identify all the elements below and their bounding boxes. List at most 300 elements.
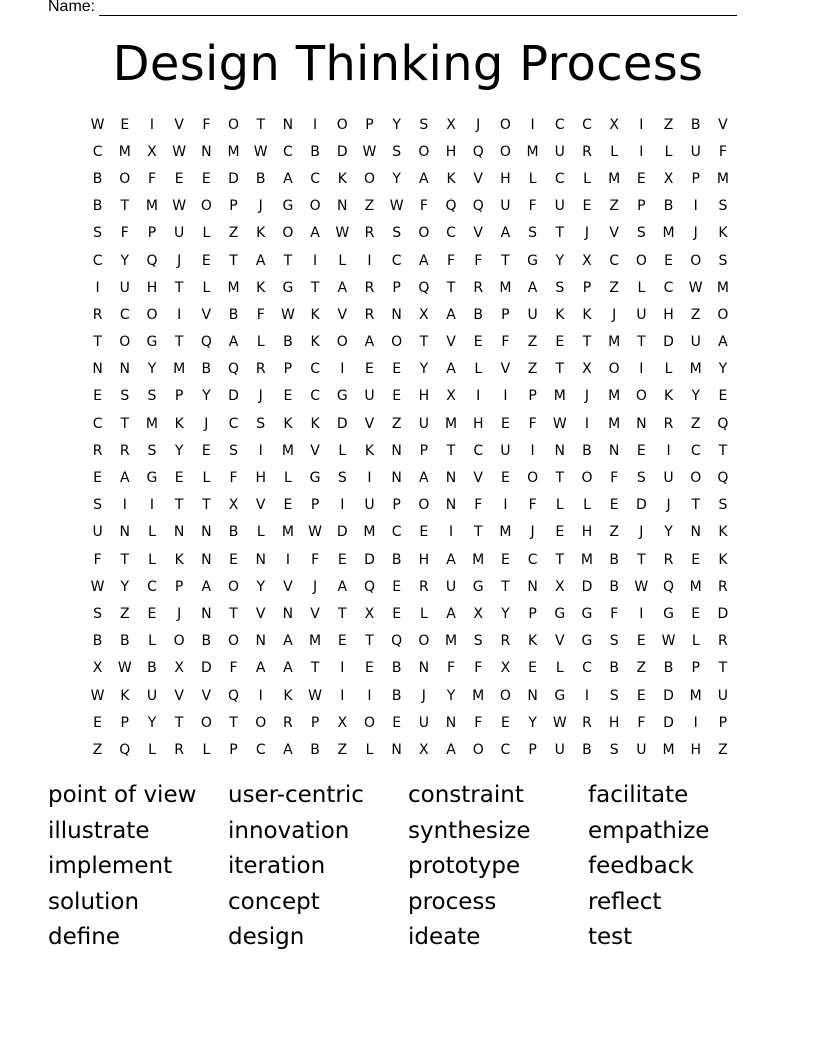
grid-letter[interactable]: S <box>718 497 728 514</box>
grid-letter[interactable]: I <box>530 116 535 133</box>
grid-letter[interactable]: E <box>201 442 211 459</box>
grid-letter[interactable]: E <box>392 605 402 622</box>
grid-letter[interactable]: O <box>418 225 430 242</box>
grid-letter[interactable]: E <box>419 524 429 541</box>
grid-letter[interactable]: Q <box>228 687 240 704</box>
grid-letter[interactable]: I <box>367 687 372 704</box>
grid-letter[interactable]: D <box>228 388 239 405</box>
grid-letter[interactable]: N <box>201 143 212 160</box>
grid-letter[interactable]: T <box>256 116 265 133</box>
grid-letter[interactable]: F <box>474 660 483 677</box>
grid-letter[interactable]: L <box>202 741 211 758</box>
grid-letter[interactable]: B <box>201 633 212 650</box>
grid-letter[interactable]: I <box>313 252 318 269</box>
grid-letter[interactable]: L <box>338 442 347 459</box>
grid-letter[interactable]: U <box>92 524 103 541</box>
grid-letter[interactable]: P <box>637 198 646 215</box>
grid-letter[interactable]: M <box>689 578 702 595</box>
grid-letter[interactable]: W <box>280 306 295 323</box>
grid-letter[interactable]: P <box>365 116 374 133</box>
grid-letter[interactable]: C <box>582 660 592 677</box>
grid-letter[interactable]: T <box>501 252 510 269</box>
grid-letter[interactable]: N <box>445 714 457 731</box>
grid-letter[interactable]: M <box>716 170 729 187</box>
grid-letter[interactable]: A <box>255 660 266 677</box>
grid-letter[interactable]: U <box>500 198 511 215</box>
grid-letter[interactable]: Q <box>119 741 131 758</box>
grid-letter[interactable]: Z <box>636 660 647 677</box>
grid-letter[interactable]: B <box>228 524 239 541</box>
grid-letter[interactable]: X <box>609 116 619 133</box>
grid-letter[interactable]: D <box>581 578 593 595</box>
grid-letter[interactable]: K <box>555 306 565 323</box>
grid-letter[interactable]: V <box>283 578 293 595</box>
grid-letter[interactable]: V <box>446 334 456 351</box>
grid-letter[interactable]: E <box>636 170 646 187</box>
grid-letter[interactable]: I <box>258 442 263 459</box>
grid-letter[interactable]: B <box>663 660 674 677</box>
grid-letter[interactable]: S <box>392 225 402 242</box>
grid-letter[interactable]: P <box>283 361 293 378</box>
grid-letter[interactable]: O <box>228 633 240 650</box>
grid-letter[interactable]: T <box>338 605 347 622</box>
grid-letter[interactable]: S <box>419 116 429 133</box>
grid-letter[interactable]: I <box>476 388 481 405</box>
grid-letter[interactable]: T <box>174 497 184 514</box>
grid-letter[interactable]: K <box>337 170 347 187</box>
grid-letter[interactable]: S <box>93 225 103 242</box>
grid-letter[interactable]: L <box>256 524 265 541</box>
grid-letter[interactable]: B <box>147 660 157 677</box>
grid-letter[interactable]: S <box>636 225 646 242</box>
grid-letter[interactable]: B <box>609 578 619 595</box>
grid-letter[interactable]: F <box>120 225 129 242</box>
grid-letter[interactable]: Y <box>120 252 130 269</box>
grid-letter[interactable]: V <box>718 116 728 133</box>
grid-letter[interactable]: M <box>227 279 240 296</box>
grid-letter[interactable]: K <box>718 524 728 541</box>
grid-letter[interactable]: F <box>528 415 537 432</box>
grid-letter[interactable]: M <box>608 334 621 351</box>
grid-letter[interactable]: F <box>528 497 537 514</box>
grid-letter[interactable]: T <box>446 442 456 459</box>
grid-letter[interactable]: E <box>365 660 374 677</box>
grid-letter[interactable]: X <box>473 605 484 622</box>
grid-letter[interactable]: E <box>500 470 510 487</box>
grid-letter[interactable]: W <box>389 198 404 215</box>
grid-letter[interactable]: P <box>691 170 700 187</box>
grid-letter[interactable]: U <box>690 143 701 160</box>
grid-letter[interactable]: Y <box>147 361 157 378</box>
grid-letter[interactable]: U <box>146 687 158 704</box>
grid-letter[interactable]: W <box>335 225 350 242</box>
grid-letter[interactable]: W <box>552 415 567 432</box>
grid-letter[interactable]: E <box>691 551 701 568</box>
grid-letter[interactable]: A <box>119 470 130 487</box>
grid-letter[interactable]: H <box>608 714 620 731</box>
grid-letter[interactable]: M <box>580 551 594 568</box>
grid-letter[interactable]: R <box>92 306 103 323</box>
grid-letter[interactable]: H <box>500 170 511 187</box>
grid-letter[interactable]: N <box>554 442 566 459</box>
grid-letter[interactable]: X <box>446 116 456 133</box>
grid-letter[interactable]: R <box>663 551 674 568</box>
grid-letter[interactable]: A <box>446 361 456 378</box>
grid-letter[interactable]: B <box>582 442 592 459</box>
grid-letter[interactable]: I <box>340 687 345 704</box>
grid-letter[interactable]: W <box>90 687 105 704</box>
grid-letter[interactable]: T <box>555 361 565 378</box>
grid-letter[interactable]: U <box>418 415 429 432</box>
grid-letter[interactable]: D <box>717 605 729 622</box>
grid-letter[interactable]: F <box>528 198 537 215</box>
grid-letter[interactable]: J <box>313 578 318 595</box>
grid-letter[interactable]: I <box>639 143 644 160</box>
grid-letter[interactable]: V <box>554 633 565 650</box>
grid-letter[interactable]: W <box>90 578 105 595</box>
grid-letter[interactable]: L <box>474 361 483 378</box>
grid-letter[interactable]: O <box>717 306 729 323</box>
grid-letter[interactable]: B <box>473 306 484 323</box>
grid-letter[interactable]: T <box>582 334 592 351</box>
grid-letter[interactable]: N <box>527 578 538 595</box>
grid-letter[interactable]: U <box>636 306 647 323</box>
grid-letter[interactable]: O <box>418 497 430 514</box>
grid-letter[interactable]: E <box>120 116 130 133</box>
grid-letter[interactable]: L <box>528 170 537 187</box>
grid-letter[interactable]: A <box>419 470 429 487</box>
grid-letter[interactable]: V <box>473 470 483 487</box>
grid-letter[interactable]: E <box>365 361 374 378</box>
grid-letter[interactable]: C <box>92 415 103 432</box>
grid-letter[interactable]: N <box>445 470 457 487</box>
grid-letter[interactable]: Q <box>200 334 212 351</box>
grid-letter[interactable]: B <box>310 143 320 160</box>
grid-letter[interactable]: J <box>258 198 263 215</box>
grid-letter[interactable]: F <box>229 470 238 487</box>
grid-letter[interactable]: Y <box>120 578 130 595</box>
grid-letter[interactable]: T <box>229 714 238 731</box>
grid-letter[interactable]: E <box>201 170 211 187</box>
grid-letter[interactable]: X <box>663 170 674 187</box>
grid-letter[interactable]: T <box>691 497 700 514</box>
grid-letter[interactable]: T <box>283 252 293 269</box>
grid-letter[interactable]: L <box>610 143 619 160</box>
grid-letter[interactable]: R <box>663 415 674 432</box>
grid-letter[interactable]: K <box>283 415 293 432</box>
grid-letter[interactable]: B <box>391 687 402 704</box>
grid-letter[interactable]: A <box>527 279 538 296</box>
grid-letter[interactable]: P <box>528 741 537 758</box>
grid-letter[interactable]: S <box>229 442 238 459</box>
grid-letter[interactable]: O <box>608 361 620 378</box>
grid-letter[interactable]: O <box>363 170 375 187</box>
grid-letter[interactable]: P <box>691 660 700 677</box>
grid-letter[interactable]: D <box>663 687 674 704</box>
grid-letter[interactable]: P <box>174 578 184 595</box>
grid-letter[interactable]: G <box>581 633 593 650</box>
grid-letter[interactable]: C <box>473 442 484 459</box>
grid-letter[interactable]: X <box>228 497 239 514</box>
grid-letter[interactable]: N <box>445 497 457 514</box>
grid-letter[interactable]: M <box>444 415 458 432</box>
grid-letter[interactable]: M <box>281 524 294 541</box>
grid-letter[interactable]: I <box>530 442 535 459</box>
grid-letter[interactable]: E <box>555 524 565 541</box>
grid-letter[interactable]: P <box>392 497 401 514</box>
grid-letter[interactable]: G <box>472 578 484 595</box>
grid-letter[interactable]: V <box>364 415 375 432</box>
grid-letter[interactable]: K <box>528 633 538 650</box>
grid-letter[interactable]: L <box>555 497 564 514</box>
grid-letter[interactable]: F <box>447 252 456 269</box>
grid-letter[interactable]: E <box>528 660 538 677</box>
grid-letter[interactable]: L <box>419 605 428 622</box>
grid-letter[interactable]: W <box>661 633 676 650</box>
grid-letter[interactable]: Y <box>501 605 510 622</box>
grid-letter[interactable]: L <box>256 334 265 351</box>
grid-letter[interactable]: B <box>310 741 320 758</box>
grid-letter[interactable]: L <box>664 143 673 160</box>
grid-letter[interactable]: C <box>500 741 511 758</box>
grid-letter[interactable]: E <box>174 470 184 487</box>
grid-letter[interactable]: V <box>255 497 266 514</box>
grid-letter[interactable]: A <box>337 279 348 296</box>
grid-letter[interactable]: K <box>283 687 293 704</box>
grid-letter[interactable]: E <box>283 497 293 514</box>
grid-letter[interactable]: T <box>93 334 102 351</box>
grid-letter[interactable]: T <box>174 714 184 731</box>
grid-letter[interactable]: M <box>472 551 485 568</box>
grid-letter[interactable]: N <box>255 551 266 568</box>
grid-letter[interactable]: K <box>310 334 320 351</box>
grid-letter[interactable]: U <box>364 388 375 405</box>
grid-letter[interactable]: U <box>527 306 538 323</box>
grid-letter[interactable]: G <box>282 279 294 296</box>
grid-letter[interactable]: I <box>122 497 127 514</box>
grid-letter[interactable]: M <box>499 279 512 296</box>
grid-letter[interactable]: R <box>283 714 293 731</box>
grid-letter[interactable]: K <box>582 306 592 323</box>
grid-letter[interactable]: R <box>418 578 429 595</box>
grid-letter[interactable]: C <box>255 741 266 758</box>
grid-letter[interactable]: D <box>336 415 348 432</box>
grid-letter[interactable]: B <box>228 306 239 323</box>
grid-letter[interactable]: B <box>690 116 701 133</box>
grid-letter[interactable]: M <box>444 633 458 650</box>
grid-letter[interactable]: W <box>634 578 649 595</box>
grid-letter[interactable]: C <box>310 361 320 378</box>
grid-letter[interactable]: Z <box>527 361 538 378</box>
grid-letter[interactable]: A <box>201 578 212 595</box>
grid-letter[interactable]: O <box>690 470 702 487</box>
grid-letter[interactable]: V <box>310 442 320 459</box>
grid-letter[interactable]: U <box>636 741 647 758</box>
grid-letter[interactable]: M <box>689 361 702 378</box>
grid-letter[interactable]: I <box>503 388 508 405</box>
grid-letter[interactable]: M <box>553 388 566 405</box>
grid-letter[interactable]: A <box>446 741 456 758</box>
grid-letter[interactable]: D <box>663 334 674 351</box>
grid-letter[interactable]: M <box>608 170 621 187</box>
grid-letter[interactable]: U <box>500 442 511 459</box>
grid-letter[interactable]: M <box>689 687 702 704</box>
grid-letter[interactable]: H <box>581 524 593 541</box>
grid-letter[interactable]: N <box>201 551 212 568</box>
grid-letter[interactable]: R <box>582 714 592 731</box>
grid-letter[interactable]: B <box>609 551 619 568</box>
grid-letter[interactable]: E <box>93 470 103 487</box>
grid-letter[interactable]: J <box>177 605 182 622</box>
grid-letter[interactable]: P <box>528 605 537 622</box>
grid-letter[interactable]: F <box>474 714 483 731</box>
grid-letter[interactable]: Z <box>337 741 348 758</box>
grid-letter[interactable]: P <box>501 306 510 323</box>
grid-letter[interactable]: G <box>527 252 539 269</box>
grid-letter[interactable]: Z <box>690 306 701 323</box>
grid-letter[interactable]: T <box>555 551 565 568</box>
grid-letter[interactable]: H <box>418 551 430 568</box>
grid-letter[interactable]: E <box>283 388 293 405</box>
grid-letter[interactable]: L <box>148 551 156 568</box>
grid-letter[interactable]: O <box>200 198 212 215</box>
grid-letter[interactable]: B <box>92 170 103 187</box>
grid-letter[interactable]: X <box>147 143 157 160</box>
grid-letter[interactable]: O <box>119 170 131 187</box>
grid-letter[interactable]: I <box>340 497 345 514</box>
grid-letter[interactable]: B <box>255 170 266 187</box>
grid-letter[interactable]: N <box>391 306 402 323</box>
grid-letter[interactable]: U <box>418 714 429 731</box>
grid-letter[interactable]: C <box>663 279 674 296</box>
grid-letter[interactable]: T <box>419 334 429 351</box>
grid-letter[interactable]: Z <box>609 198 619 215</box>
grid-letter[interactable]: S <box>555 279 565 296</box>
grid-letter[interactable]: R <box>364 306 375 323</box>
grid-letter[interactable]: B <box>283 334 293 351</box>
grid-letter[interactable]: E <box>392 714 402 731</box>
grid-letter[interactable]: N <box>527 687 538 704</box>
grid-letter[interactable]: E <box>473 334 483 351</box>
grid-letter[interactable]: U <box>554 741 565 758</box>
grid-letter[interactable]: I <box>367 470 372 487</box>
grid-letter[interactable]: R <box>718 633 728 650</box>
grid-letter[interactable]: P <box>718 714 728 731</box>
grid-letter[interactable]: S <box>528 225 538 242</box>
grid-letter[interactable]: P <box>229 741 238 758</box>
grid-letter[interactable]: X <box>582 361 592 378</box>
grid-letter[interactable]: S <box>609 741 619 758</box>
grid-letter[interactable]: I <box>639 116 644 133</box>
grid-letter[interactable]: F <box>202 116 211 133</box>
grid-letter[interactable]: P <box>147 225 157 242</box>
grid-letter[interactable]: N <box>173 524 185 541</box>
grid-letter[interactable]: S <box>120 388 130 405</box>
grid-letter[interactable]: C <box>446 225 456 242</box>
grid-letter[interactable]: A <box>364 334 375 351</box>
grid-letter[interactable]: C <box>527 551 538 568</box>
grid-letter[interactable]: M <box>309 633 322 650</box>
grid-letter[interactable]: I <box>258 687 263 704</box>
grid-letter[interactable]: Y <box>256 578 265 595</box>
grid-letter[interactable]: H <box>472 415 484 432</box>
grid-letter[interactable]: D <box>663 714 674 731</box>
grid-letter[interactable]: L <box>365 741 374 758</box>
grid-letter[interactable]: O <box>173 633 185 650</box>
grid-letter[interactable]: I <box>367 252 372 269</box>
grid-letter[interactable]: T <box>229 252 238 269</box>
grid-letter[interactable]: M <box>281 442 294 459</box>
grid-letter[interactable]: Y <box>664 524 673 541</box>
grid-letter[interactable]: O <box>418 143 430 160</box>
grid-letter[interactable]: T <box>365 633 374 650</box>
grid-letter[interactable]: G <box>146 334 158 351</box>
grid-letter[interactable]: E <box>174 170 184 187</box>
grid-letter[interactable]: J <box>639 524 644 541</box>
grid-letter[interactable]: F <box>474 497 483 514</box>
grid-letter[interactable]: H <box>418 388 430 405</box>
grid-letter[interactable]: S <box>337 470 347 487</box>
grid-letter[interactable]: L <box>202 279 211 296</box>
grid-letter[interactable]: Y <box>446 687 456 704</box>
grid-letter[interactable]: F <box>610 470 619 487</box>
grid-letter[interactable]: G <box>581 605 593 622</box>
grid-letter[interactable]: N <box>636 415 647 432</box>
grid-letter[interactable]: R <box>582 143 592 160</box>
grid-letter[interactable]: V <box>337 306 348 323</box>
grid-letter[interactable]: T <box>637 334 646 351</box>
grid-letter[interactable]: X <box>446 388 456 405</box>
grid-letter[interactable]: O <box>336 116 348 133</box>
grid-letter[interactable]: V <box>174 116 184 133</box>
grid-letter[interactable]: M <box>145 415 159 432</box>
grid-letter[interactable]: F <box>501 334 510 351</box>
grid-letter[interactable]: C <box>283 143 293 160</box>
grid-letter[interactable]: M <box>608 415 621 432</box>
grid-letter[interactable]: U <box>690 334 701 351</box>
grid-letter[interactable]: S <box>392 143 402 160</box>
grid-letter[interactable]: S <box>718 252 728 269</box>
grid-letter[interactable]: M <box>145 198 159 215</box>
grid-letter[interactable]: U <box>554 143 565 160</box>
grid-letter[interactable]: A <box>500 225 511 242</box>
grid-letter[interactable]: M <box>118 143 131 160</box>
grid-letter[interactable]: T <box>501 578 510 595</box>
grid-letter[interactable]: K <box>364 442 375 459</box>
grid-letter[interactable]: T <box>555 470 565 487</box>
grid-letter[interactable]: N <box>201 605 212 622</box>
grid-letter[interactable]: Z <box>92 741 103 758</box>
grid-letter[interactable]: F <box>718 143 727 160</box>
grid-letter[interactable]: I <box>584 687 590 704</box>
grid-letter[interactable]: Y <box>718 361 728 378</box>
grid-letter[interactable]: J <box>612 306 617 323</box>
grid-letter[interactable]: L <box>637 279 646 296</box>
grid-letter[interactable]: Z <box>364 198 375 215</box>
grid-letter[interactable]: Q <box>228 361 240 378</box>
grid-letter[interactable]: O <box>282 225 294 242</box>
grid-letter[interactable]: E <box>636 442 646 459</box>
grid-letter[interactable]: M <box>716 279 729 296</box>
grid-letter[interactable]: S <box>93 497 103 514</box>
grid-letter[interactable]: W <box>552 714 567 731</box>
grid-letter[interactable]: B <box>391 660 402 677</box>
grid-letter[interactable]: V <box>473 170 483 187</box>
grid-letter[interactable]: W <box>362 143 377 160</box>
grid-letter[interactable]: N <box>391 442 402 459</box>
grid-letter[interactable]: D <box>336 524 348 541</box>
grid-letter[interactable]: O <box>200 714 212 731</box>
